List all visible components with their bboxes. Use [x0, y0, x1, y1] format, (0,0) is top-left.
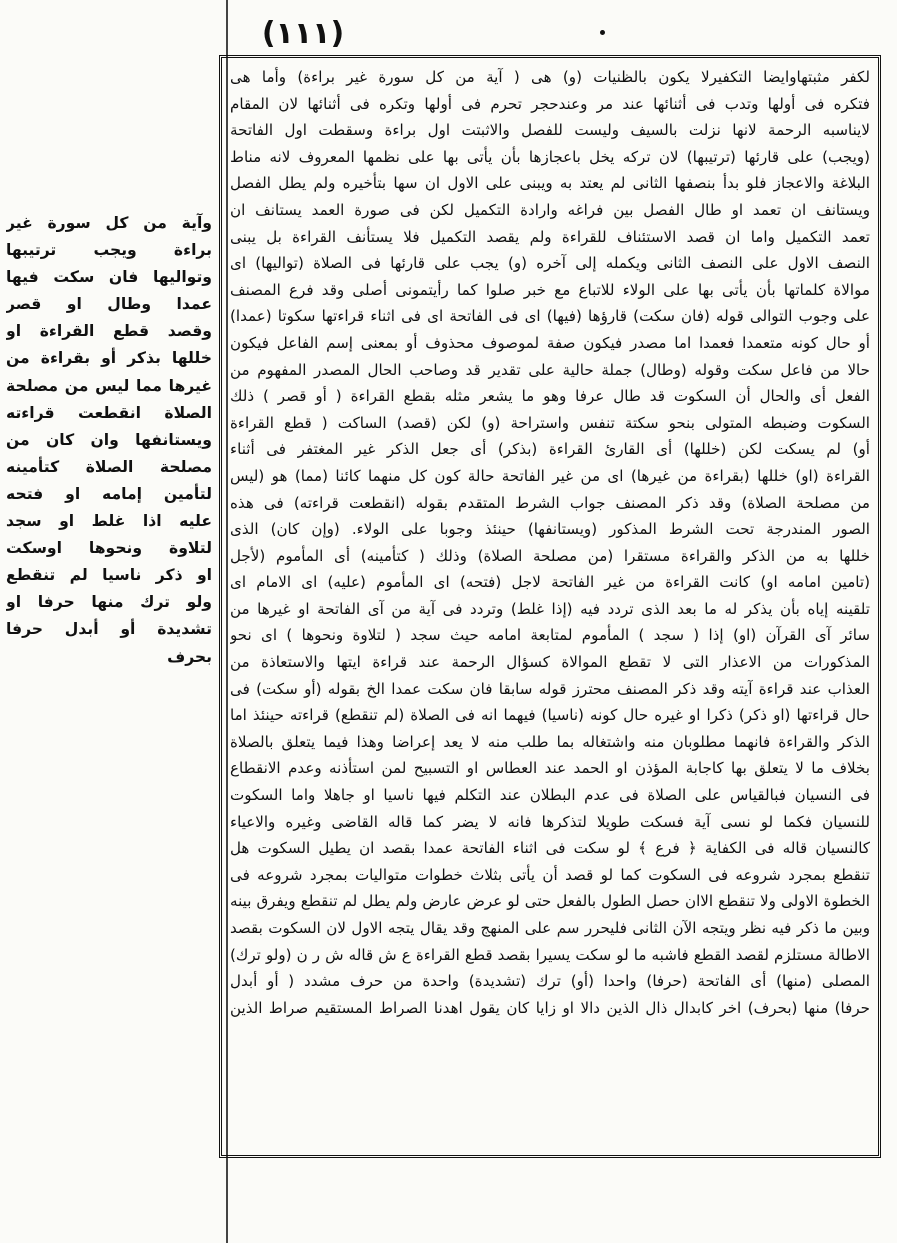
main-text-line: من مصلحة الصلاة) وقد ذكر المصنف جواب الشرط المتقدم بقوله (انقطعت قراءته) فى هذه: [230, 493, 870, 512]
main-text-line: النصف الاول على النصف الثانى ويكمله إلى آخره (و) يجب على قارئها فى الصلاة (توالیها) اى: [230, 254, 870, 273]
margin-text-line: تشديدة أو أبدل حرفا: [6, 620, 212, 639]
main-text-line: لكفر مثبتهاوايضا التكفيرلا يكون بالظنيات (و) هى ( آية من كل سورة غير براءة) وأما هى: [230, 68, 870, 86]
main-text-line: كالنسيان قاله فى الكفاية ﴿ فرع ﴾ لو سكت فى اثناء الفاتحة عمدا بقصد ان يطيل السكوت هل: [230, 839, 870, 858]
main-text-line: المصلى (منها) أى الفاتحة (حرفا) واحدا (أو) ترك (تشديدة) واحدة من حرف مشدد ( أو أبدل: [230, 972, 870, 991]
main-text-line: موالاة كلماتها بأن يأتى بها على الولاء للاتباع مع خبر صلوا كما رأيتمونى أصلى وقد فرع المصنف: [230, 280, 870, 299]
main-text-line: حرفا) منها (بحرف) اخر كابدال ذال الذين دالا او زايا كان يقول اهدنا الصراط المستقيم صراط الذين: [230, 998, 870, 1017]
margin-text-line: ولو ترك منها حرفا او: [6, 593, 212, 612]
margin-text-line: وقصد قطع القراءة او: [6, 322, 212, 341]
main-text-line: الاطالة مستلزم لقصد القطع فاشبه ما لو سكت يسيرا بقصد قطع القراءة ع ش قاله ش ر ن (ولو ترك): [230, 945, 870, 964]
main-text-line: أو) لم يسكت لكن (خللها) أى القارئ القراءة (بذكر) أى جعل الذكر غير المغتفر فى أثناء: [230, 440, 870, 459]
margin-text-line: عمدا وطال او قصر: [6, 295, 212, 314]
main-text-line: السكوت وضبطه المتولى بنحو سكتة تنفس واستراحة (و) لكن (قصد) الساكت ( قطع القراءة: [230, 413, 870, 432]
main-text-line: خللها به من الذكر والقراءة مستقرا (من مصلحة الصلاة) وذلك ( كتأمينه) أى المأموم (لأجل: [230, 546, 870, 565]
margin-text-line: الصلاة انقطعت قراءته: [6, 403, 212, 422]
main-text-body: [230, 64, 870, 1021]
margin-text-line: بحرف: [167, 647, 212, 666]
main-text-line: الصور المندرجة تحت الشرط المذكور (ويستانفها) حينئذ وجوبا على الولاء. (وإن كان) الذى: [230, 520, 870, 539]
main-text-line: سائر آى القرآن (او) إذا ( سجد ) المأموم لمتابعة امامه حيث سجد ( لتلاوة ونحوها ) اى نحو: [230, 626, 870, 645]
margin-text-line: ويستانفها وان كان من: [6, 430, 212, 449]
main-text-line: حال قراءتها (او ذكر) ذكرا او غيره حال كونه (ناسيا) فيهما انه فى الصلاة (لم تنقطع) قراءته حينئذ اما: [230, 706, 870, 725]
main-text-line: وبين ما ذكر فيه نظر ويتجه الآن الثانى فليحرر سم على المنهج وقد يقال يتجه الاول لان السكوت بقصد: [230, 919, 870, 937]
margin-text-line: براءة ويجب ترتيبها: [6, 241, 212, 260]
main-text-line: العذاب عند قراءة آيته وقد ذكر المصنف محترز قوله سابقا فان سكت عمدا الخ بقوله (أو سكت) فى: [230, 679, 870, 698]
main-text-line: للنسيان فكما لو نسى آية فسكت طويلا لتذكرها فانه لا يضر كما قاله القاضى وغيره والاعياء: [230, 812, 870, 831]
main-text-line: تنقطع بمجرد شروعه فى السكوت كما لو قصد أن يأتى بثلاث خطوات متواليات بمجرد شروعه فى: [230, 865, 870, 884]
main-text-line: فتكره فى أولها وتدب فى أثنائها عند مر وعندحجر تحرم فى أولها وتكره فى أثنائها لان المقام: [230, 94, 870, 113]
margin-text-line: مصلحة الصلاة كتأمينه: [6, 457, 212, 476]
main-text-line: فى النسيان فبالقياس على الصلاة فى عدم البطلان عند التكلم فيها ناسيا او جاهلا واما السكوت: [230, 786, 870, 805]
main-text-line: القراءة (او) خللها (بقراءة من غيرها) اى من غير الفاتحة حالة كون كل منهما كائنا (مما) هو (ليس: [230, 466, 870, 485]
main-text-line: أو حال كونه متعمدا فعمدا اما مصدر فيكون صفة لموصوف محذوف أو بمعنى إسم الفاعل فيكون: [230, 333, 870, 352]
main-text-line: على وجوب التوالى قوله (فان سكت) قارؤها (فيها) اى فى الفاتحة اى فى اثناء قراءتها سكوتا (عمدا): [230, 307, 870, 326]
main-text-line: الذكر والقراءة فانهما مطلوبان منه واشتغاله بما طلب منه لا يعد إعراضا وهذا فيما يتعلق بالصلاة: [230, 732, 870, 751]
main-text-line: الخطوة الاولى ولا تنقطع الاان حصل الطول بالفعل حتى لو عرض عارض ولم يطل لم تنقطع ويفرق بينه: [230, 892, 870, 911]
margin-text-line: غيرها مما ليس من مصلحة: [6, 376, 212, 395]
margin-text-line: عليه اذا غلط او سجد: [6, 512, 212, 531]
main-text-line: حالا من فاعل سكت وقوله (وطال) جملة حالية على تقدير قد وصاحب الحال المصدر المفهوم من: [230, 360, 870, 379]
decorative-dot: [600, 30, 605, 35]
main-text-frame: [219, 55, 881, 1158]
main-text-line: (تامين امامه او) كانت القراءة من غير الفاتحة لاجل (فتحه) اى المأموم (عليه) اى الامام اى: [230, 573, 870, 592]
main-text-line: لايناسبه الرحمة لانها نزلت بالسيف وليست للفصل والاثبتت اول براءة وسقطت اول الفاتحة: [230, 121, 870, 140]
margin-text-line: لتأمين إمامه او فتحه: [6, 484, 212, 503]
margin-text-line: وتواليها فان سكت فيها: [6, 268, 212, 287]
main-text-line: ويستانف ان تعمد او طال الفصل بين فراغه وارادة التكميل لكن فى صورة العمد يستانف ان: [230, 200, 870, 219]
main-text-line: البلاغة والاعجاز فلو بدأ بنصفها الثانى لم يعتد به ويبنى على الاول ان سها بتأخيره ولم يطل الفصل: [230, 174, 870, 193]
main-text-line: تلقينه إياه بأن يذكر له ما بعد الذى تردد فيه (إذا غلط) وتردد فى آية من آى الفاتحة او غيرها من: [230, 599, 870, 618]
main-text-line: (ويجب) على قارئها (ترتيبها) لان تركه يخل باعجازها بأن يأتى بها على نظمها المعروف لانه مناط: [230, 147, 870, 166]
margin-text-line: خللها بذكر أو بقراءة من: [6, 349, 212, 368]
margin-text-line: وآية من كل سورة غير: [6, 214, 212, 232]
main-text-line: المذكورات من الاعذار التى لا تقطع الموالاة كسؤال الرحمة عند قراءة ايتها والاستعاذة من: [230, 653, 870, 672]
margin-text-line: او ذكر ناسيا لم تنقطع: [6, 566, 212, 585]
main-text-line: بخلاف ما لا يتعلق بها كاجابة المؤذن او الحمد عند العطاس او التسبيح لمن استأذنه وعدم الانقطاع: [230, 759, 870, 778]
page-number: (١١١): [261, 16, 345, 51]
margin-text-line: لتلاوة ونحوها اوسكت: [6, 539, 212, 558]
main-text-line: الفعل أى والحال أن السكوت قد طال عرفا وهو ما يشعر مثله بقطع القراءة ( أو قصر ) ذلك: [230, 387, 870, 406]
main-text-line: تعمد التكميل واما ان قصد الاستئناف للقراءة ولم يقصد التكميل فلا يستأنف القراءة بل يبنى: [230, 227, 870, 246]
margin-commentary: [6, 210, 212, 671]
